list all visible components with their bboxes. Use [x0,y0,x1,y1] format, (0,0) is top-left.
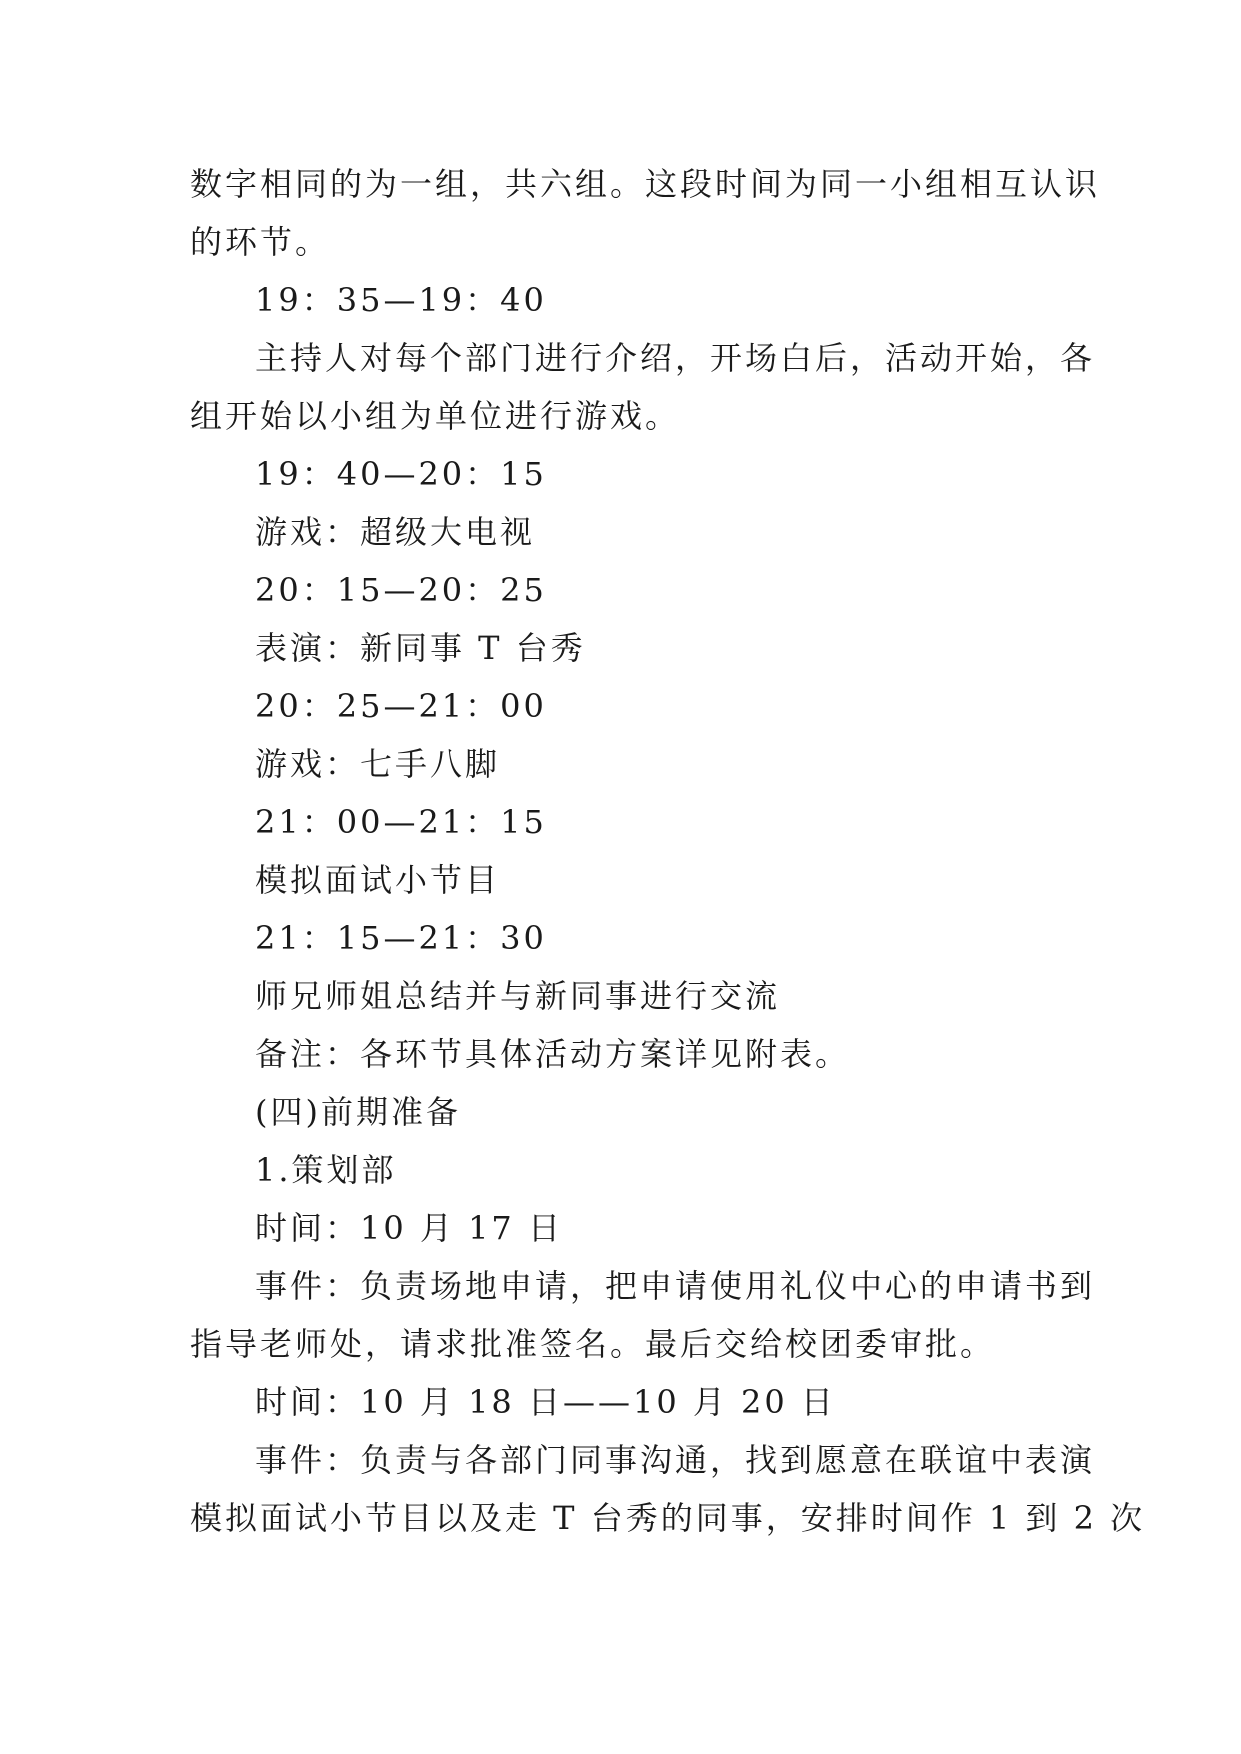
paragraph-line: 事件：负责场地申请，把申请使用礼仪中心的申请书到 [255,1267,1096,1305]
time-slot: 20：15—20：25 [255,571,547,609]
time-slot: 21：15—21：30 [255,919,547,957]
time-slot: 19：35—19：40 [255,281,547,319]
document-body [190,155,1146,1547]
activity-item: 游戏：超级大电视 [255,513,536,551]
paragraph-line: 的环节。 [190,223,331,261]
time-line: 时间：10 月 17 日 [255,1209,563,1247]
paragraph-line: 事件：负责与各部门同事沟通，找到愿意在联谊中表演 [255,1441,1096,1479]
activity-item: 模拟面试小节目 [255,861,501,899]
paragraph-line: 主持人对每个部门进行介绍，开场白后，活动开始，各 [255,339,1096,377]
time-slot: 21：00—21：15 [255,803,547,841]
time-slot: 19：40—20：15 [255,455,547,493]
paragraph-line: 模拟面试小节目以及走 T 台秀的同事，安排时间作 1 到 2 次 [190,1499,1146,1537]
time-slot: 20：25—21：00 [255,687,547,725]
subsection-heading: 1.策划部 [255,1151,397,1189]
activity-item: 师兄师姐总结并与新同事进行交流 [255,977,781,1015]
section-heading: (四)前期准备 [255,1093,461,1131]
activity-item: 游戏：七手八脚 [255,745,501,783]
time-line: 时间：10 月 18 日——10 月 20 日 [255,1383,836,1421]
activity-item: 表演：新同事 T 台秀 [255,629,586,667]
paragraph-line: 组开始以小组为单位进行游戏。 [190,397,681,435]
paragraph-line: 指导老师处，请求批准签名。最后交给校团委审批。 [190,1325,996,1363]
paragraph-line: 数字相同的为一组，共六组。这段时间为同一小组相互认识 [190,165,1101,203]
note-line: 备注：各环节具体活动方案详见附表。 [255,1035,851,1073]
